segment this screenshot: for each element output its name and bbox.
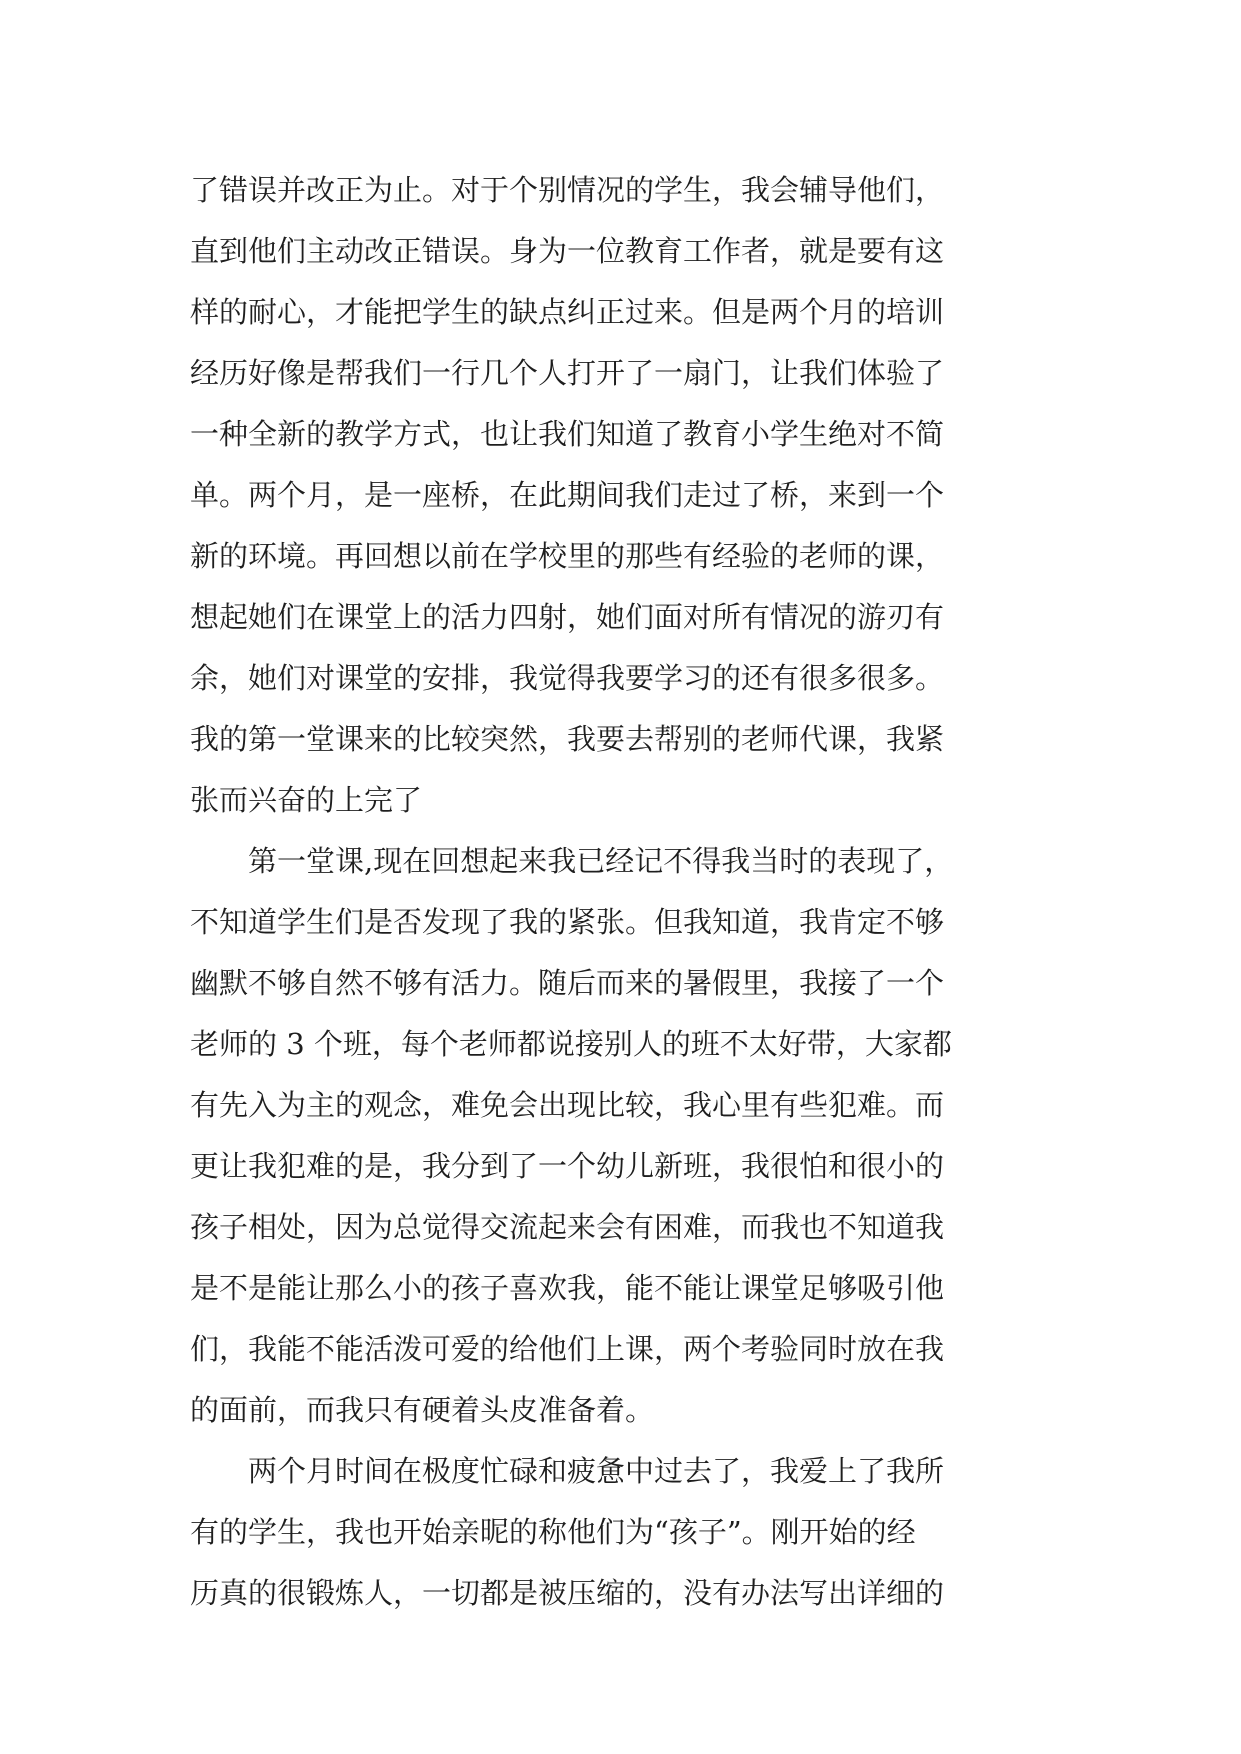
text-line: 余，她们对课堂的安排，我觉得我要学习的还有很多很多。 xyxy=(190,661,945,695)
text-line: 第一堂课,现在回想起来我已经记不得我当时的表现了， xyxy=(248,844,954,878)
text-line: 两个月时间在极度忙碌和疲惫中过去了，我爱上了我所 xyxy=(248,1454,945,1488)
text-line: 幽默不够自然不够有活力。随后而来的暑假里，我接了一个 xyxy=(190,966,945,1000)
text-line: 更让我犯难的是，我分到了一个幼儿新班，我很怕和很小的 xyxy=(190,1149,945,1183)
text-line: 直到他们主动改正错误。身为一位教育工作者，就是要有这 xyxy=(190,234,945,268)
text-line: 想起她们在课堂上的活力四射，她们面对所有情况的游刃有 xyxy=(190,600,945,634)
text-line: 历真的很锻炼人，一切都是被压缩的，没有办法写出详细的 xyxy=(190,1576,945,1610)
text-line: 孩子相处，因为总觉得交流起来会有困难，而我也不知道我 xyxy=(190,1210,945,1244)
text-line: 有的学生，我也开始亲昵的称他们为“孩子”。刚开始的经 xyxy=(190,1515,916,1549)
text-line: 经历好像是帮我们一行几个人打开了一扇门，让我们体验了 xyxy=(190,356,945,390)
text-line: 是不是能让那么小的孩子喜欢我，能不能让课堂足够吸引他 xyxy=(190,1271,945,1305)
text-line: 单。两个月，是一座桥，在此期间我们走过了桥，来到一个 xyxy=(190,478,945,512)
text-line: 不知道学生们是否发现了我的紧张。但我知道，我肯定不够 xyxy=(190,905,945,939)
text-line: 老师的 3 个班，每个老师都说接别人的班不太好带，大家都 xyxy=(190,1027,952,1061)
text-line: 张而兴奋的上完了 xyxy=(190,783,423,817)
text-line: 了错误并改正为止。对于个别情况的学生，我会辅导他们， xyxy=(190,173,945,207)
text-line: 新的环境。再回想以前在学校里的那些有经验的老师的课， xyxy=(190,539,945,573)
text-line: 的面前，而我只有硬着头皮准备着。 xyxy=(190,1393,655,1427)
text-line: 样的耐心，才能把学生的缺点纠正过来。但是两个月的培训 xyxy=(190,295,945,329)
text-line: 们，我能不能活泼可爱的给他们上课，两个考验同时放在我 xyxy=(190,1332,945,1366)
body-text xyxy=(190,160,1090,1624)
text-line: 一种全新的教学方式，也让我们知道了教育小学生绝对不简 xyxy=(190,417,945,451)
text-line: 有先入为主的观念，难免会出现比较，我心里有些犯难。而 xyxy=(190,1088,945,1122)
text-line: 我的第一堂课来的比较突然，我要去帮别的老师代课，我紧 xyxy=(190,722,945,756)
